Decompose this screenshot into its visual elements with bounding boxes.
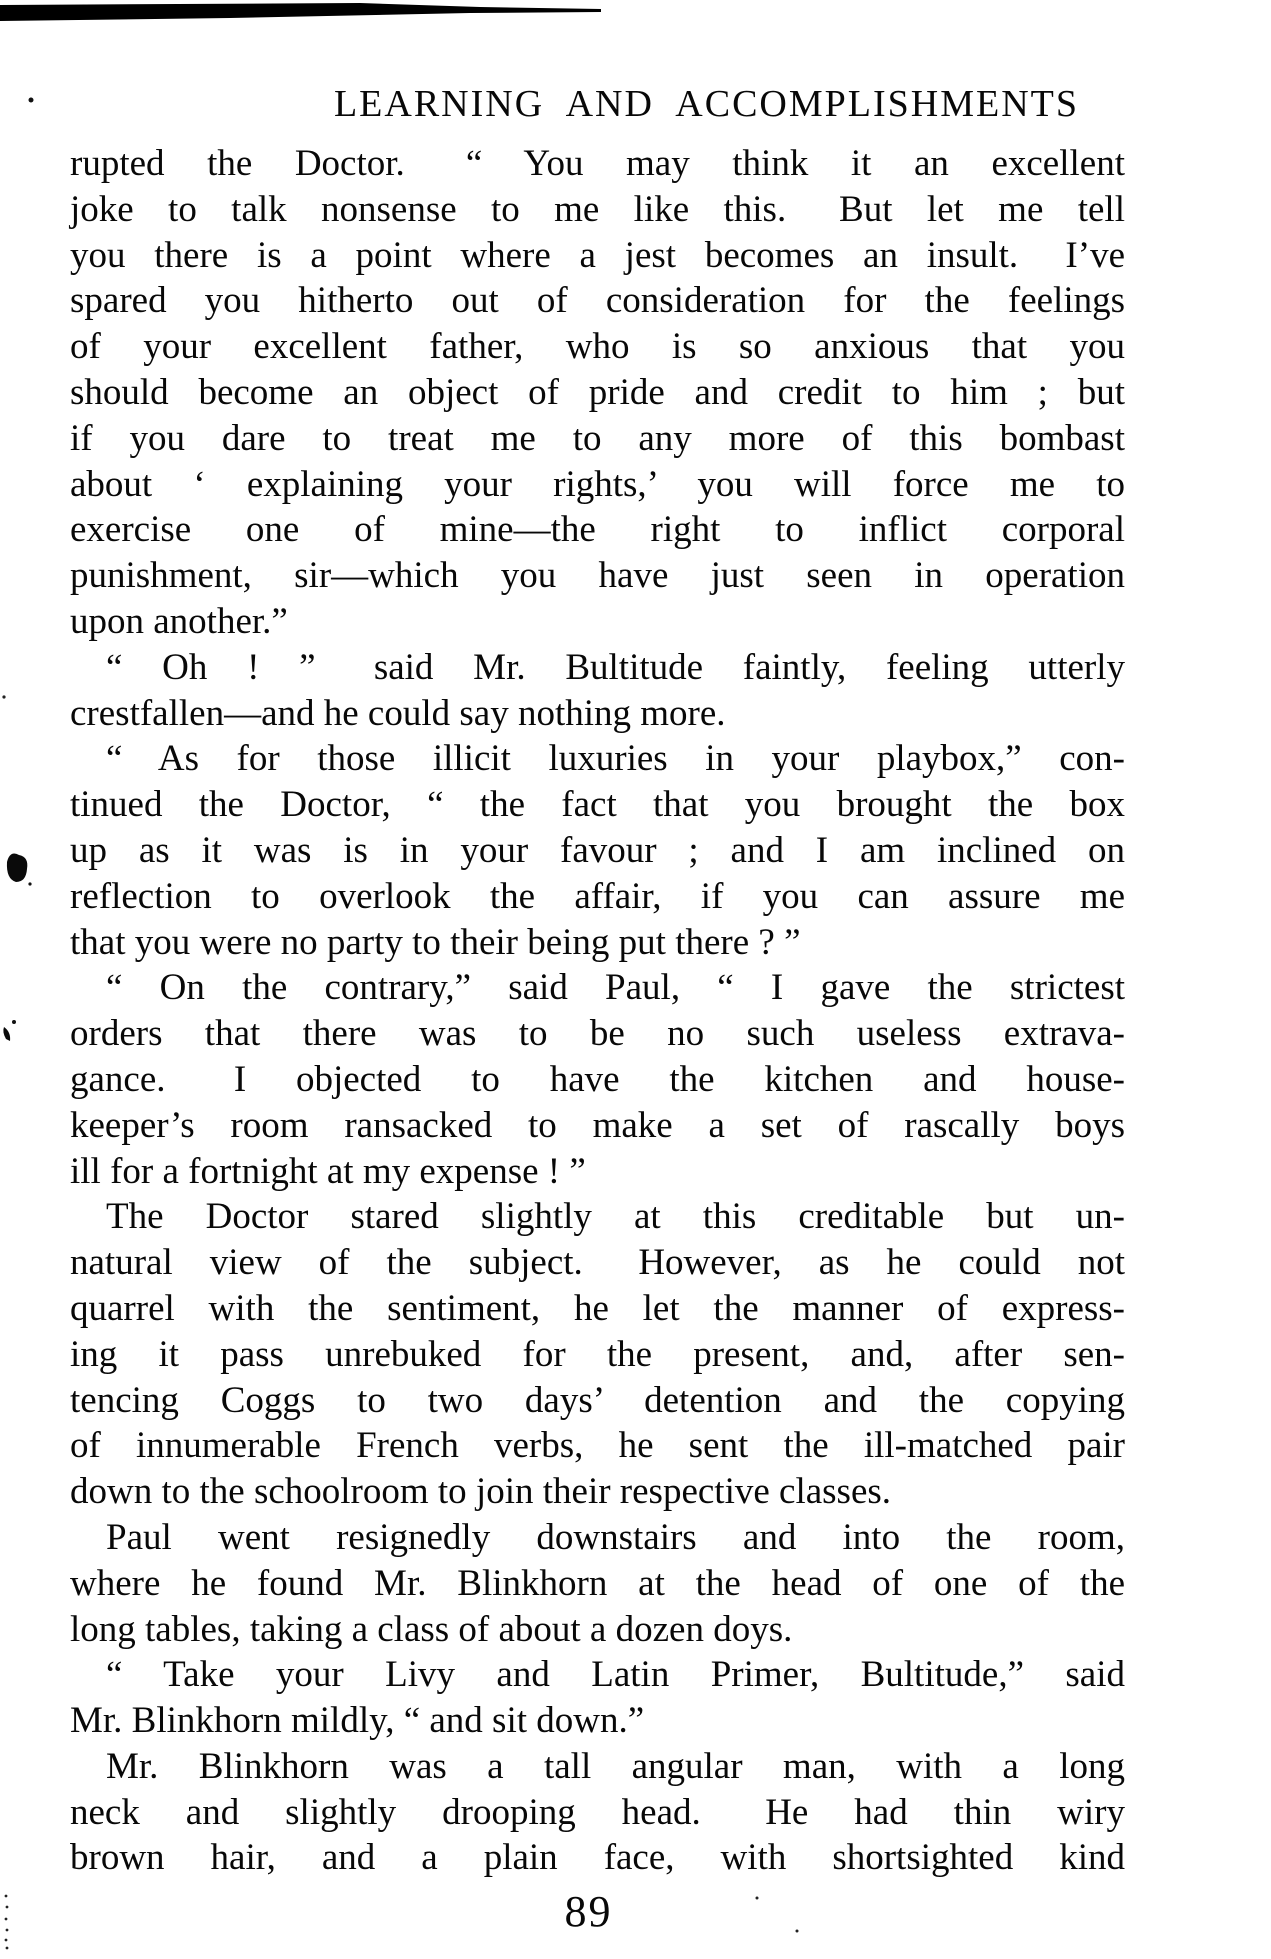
text-line: should become an object of pride and credit to him ; but [70, 371, 1125, 413]
edge-dot [5, 1939, 8, 1942]
text-line: rupted the Doctor. “ You may think it an excellent [70, 143, 1125, 184]
text-line: Mr. Blinkhorn was a tall angular man, with a long [106, 1745, 1125, 1787]
text-line: up as it was is in your favour ; and I am inclined on [70, 829, 1125, 871]
ink-blot [7, 854, 27, 882]
text-line: ing it pass unrebuked for the present, and, after sen- [70, 1333, 1125, 1375]
edge-dot [6, 1906, 9, 1909]
text-line: Mr. Blinkhorn mildly, “ and sit down.” [70, 1700, 645, 1742]
page-number: 89 [564, 1887, 613, 1936]
text-line: reflection to overlook the affair, if you can assure me [70, 875, 1125, 917]
text-line: of your excellent father, who is so anxious that you [70, 326, 1125, 368]
text-line: keeper’s room ransacked to make a set of rascally boys [70, 1104, 1125, 1146]
text-line: ill for a fortnight at my expense ! ” [70, 1150, 586, 1192]
text-line: where he found Mr. Blinkhorn at the head of one of the [70, 1562, 1125, 1604]
scan-wedge-artifact [0, 3, 601, 21]
text-line: neck and slightly drooping head. He had thin wiry [70, 1791, 1125, 1833]
text-line: Paul went resignedly downstairs and into the room, [106, 1516, 1125, 1558]
text-line: if you dare to treat me to any more of this bombast [70, 417, 1125, 459]
running-header: LEARNING AND ACCOMPLISHMENTS [333, 83, 1080, 125]
text-line: punishment, sir—which you have just seen in operation [70, 555, 1125, 597]
text-line: you there is a point where a jest becomes an insult. I’ve [70, 234, 1125, 276]
text-line: The Doctor stared slightly at this creditable but un- [106, 1196, 1125, 1238]
edge-dot [6, 1929, 9, 1932]
text-line: “ On the contrary,” said Paul, “ I gave the strictest [106, 967, 1125, 1009]
text-line: down to the schoolroom to join their respective classes. [70, 1471, 892, 1513]
text-line: that you were no party to their being put there ? ” [70, 921, 801, 963]
text-line: upon another.” [70, 600, 288, 642]
edge-dot [5, 1895, 8, 1898]
ink-blot-speck [28, 882, 31, 885]
text-line: tencing Coggs to two days’ detention and the copying [70, 1379, 1125, 1421]
text-line: orders that there was to be no such useless extrava- [70, 1013, 1125, 1055]
text-line: about ‘ explaining your rights,’ you will force me to [70, 463, 1125, 505]
speck-artifact [2, 695, 5, 698]
text-line: tinued the Doctor, “ the fact that you brought the box [70, 784, 1125, 826]
text-line: of innumerable French verbs, he sent the ill-matched pair [70, 1425, 1125, 1467]
edge-dot [5, 1918, 8, 1921]
edge-dot [6, 1947, 9, 1950]
speck-artifact [29, 98, 34, 103]
text-line: “ Oh ! ” said Mr. Bultitude faintly, feeling utterly [106, 646, 1125, 688]
text-line: spared you hitherto out of consideration for the feelings [70, 280, 1125, 322]
text-line: natural view of the subject. However, as he could not [70, 1242, 1125, 1284]
text-line: exercise one of mine—the right to inflict corporal [70, 509, 1125, 551]
text-line: quarrel with the sentiment, he let the manner of express- [70, 1287, 1125, 1329]
text-line: brown hair, and a plain face, with shortsighted kind [70, 1837, 1125, 1879]
text-line: gance. I objected to have the kitchen and house- [70, 1058, 1125, 1100]
text-line: “ As for those illicit luxuries in your playbox,” con- [106, 738, 1125, 780]
margin-mark-dot [12, 1020, 16, 1024]
text-line: “ Take your Livy and Latin Primer, Bultitude,” said [106, 1654, 1125, 1696]
margin-mark-tick [3, 1027, 10, 1041]
body-text-block [70, 141, 1125, 1881]
text-line: joke to talk nonsense to me like this. But let me tell [70, 188, 1125, 230]
text-line: crestfallen—and he could say nothing more. [70, 692, 726, 734]
text-line: long tables, taking a class of about a dozen doys. [70, 1608, 793, 1650]
